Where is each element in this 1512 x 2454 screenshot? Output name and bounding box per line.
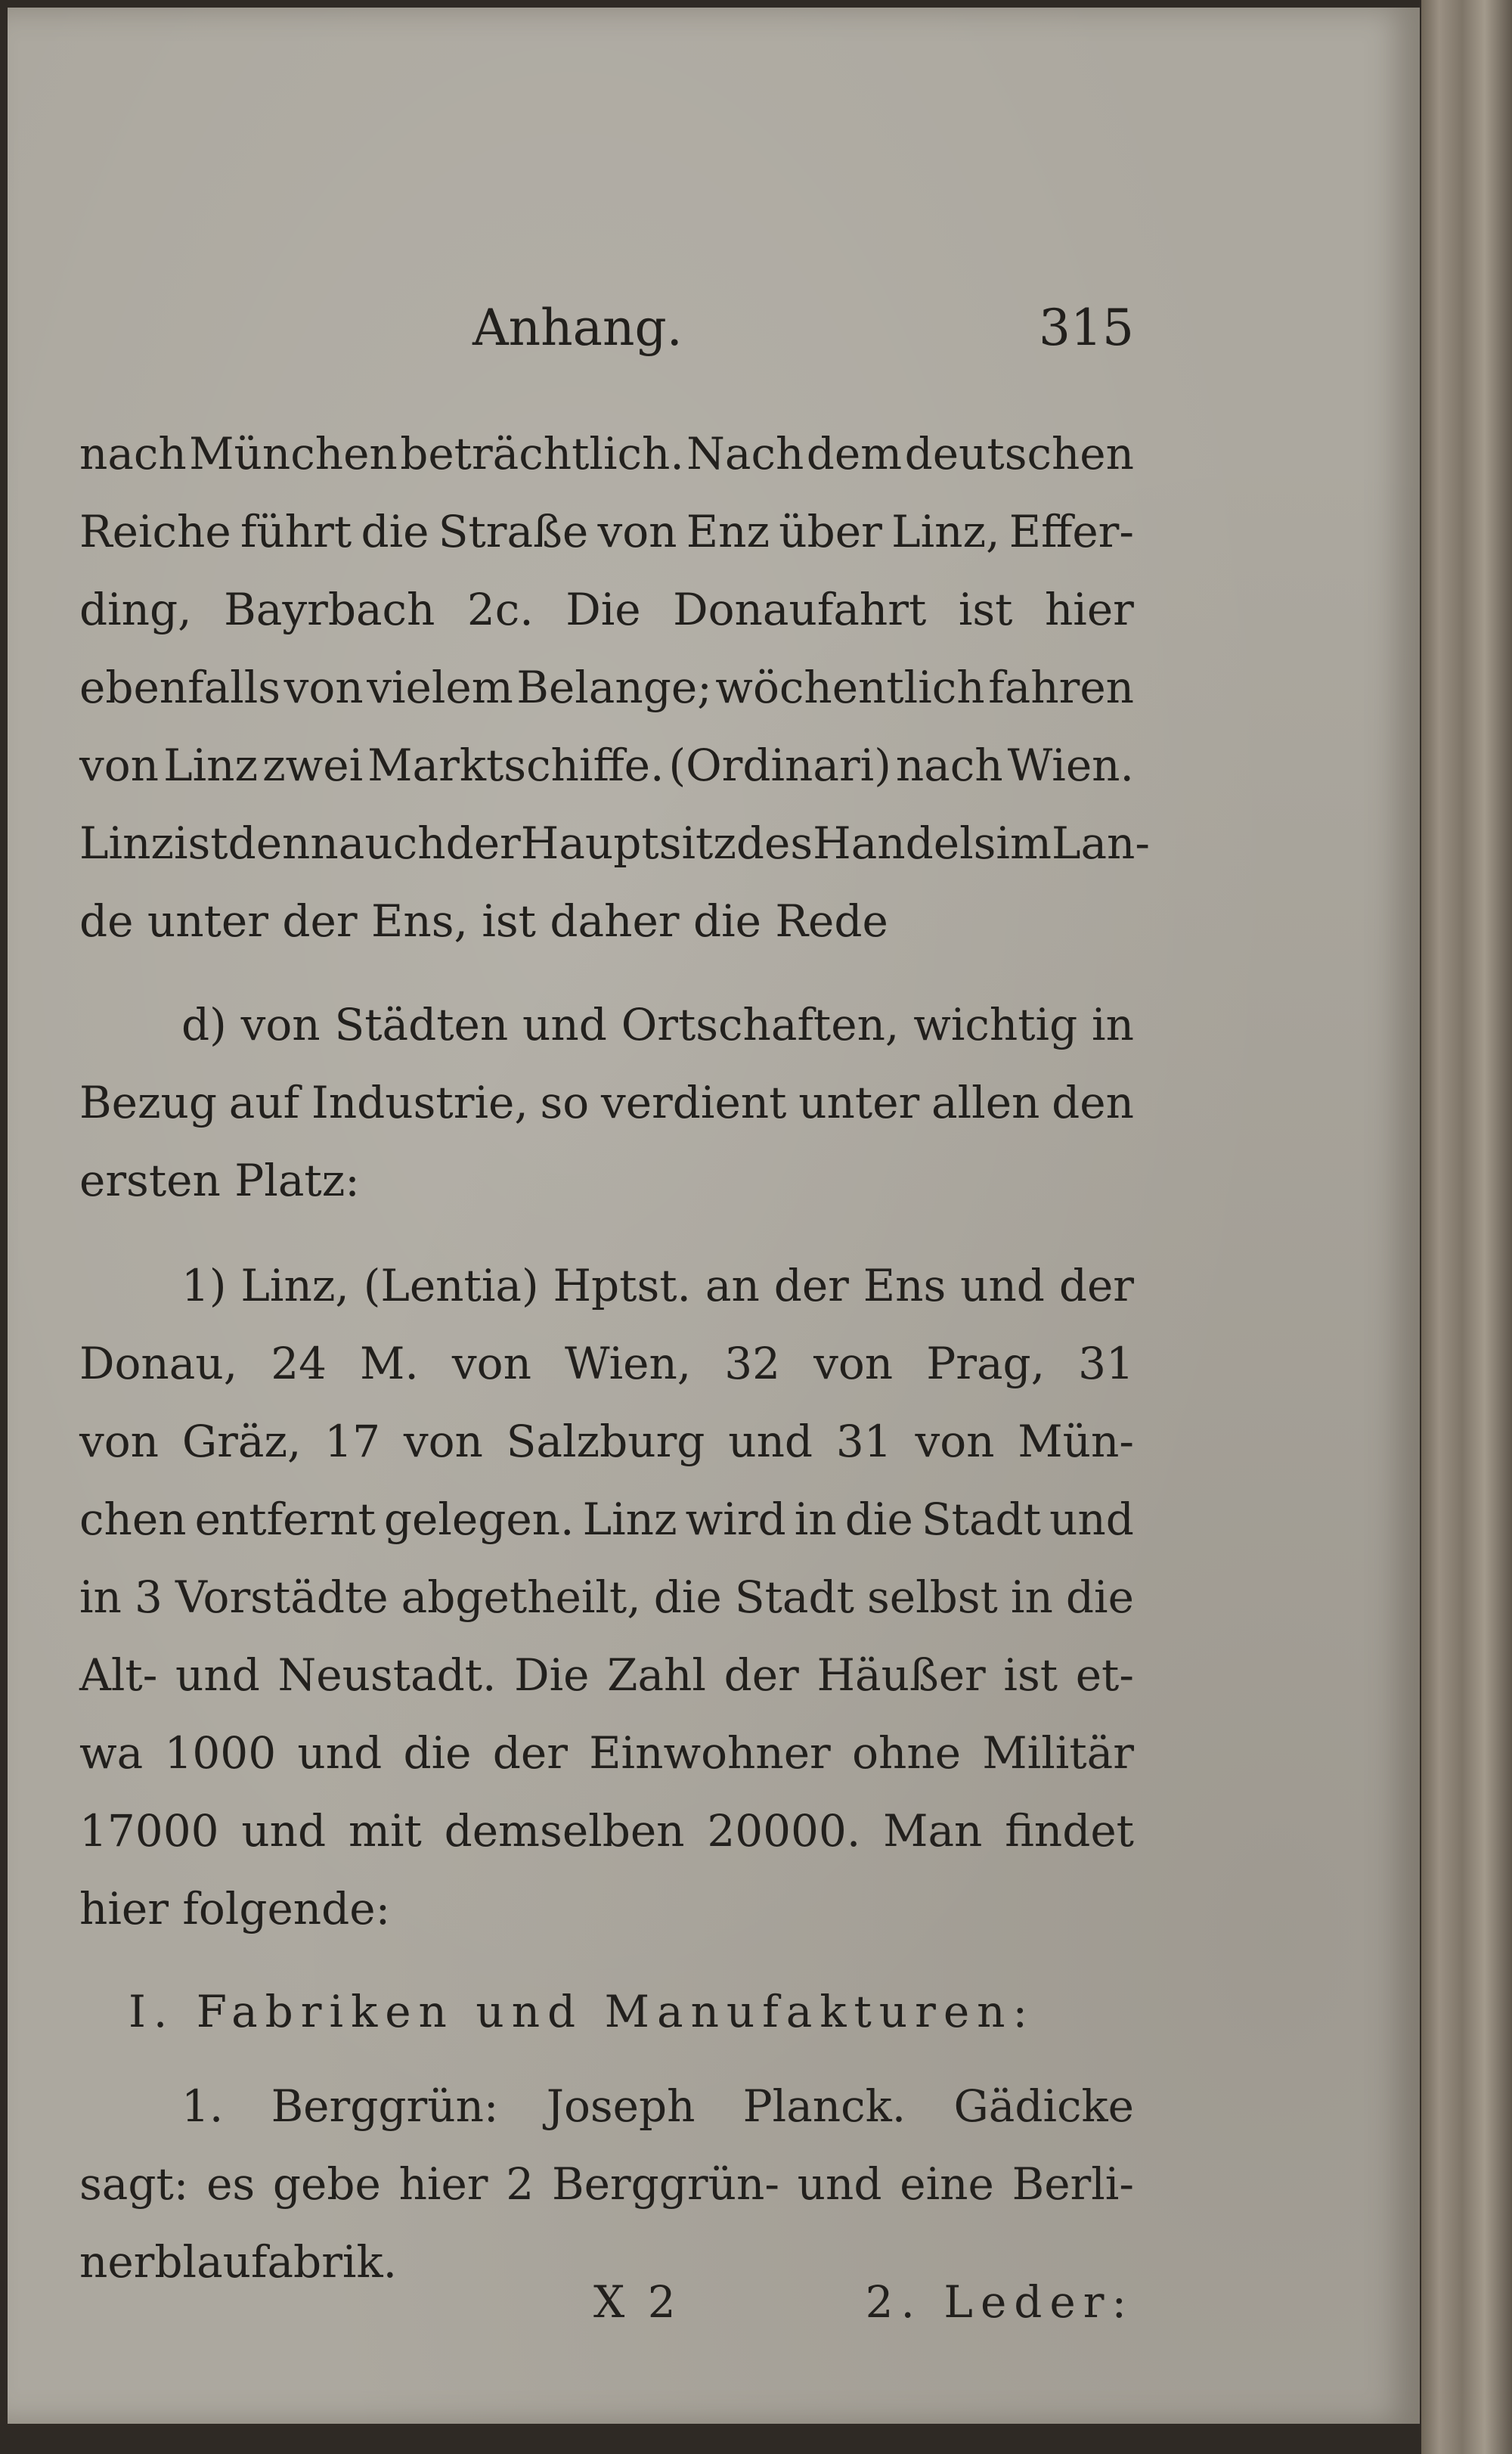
- section-heading: I. Fabriken und Manufakturen:: [129, 1986, 1036, 2037]
- word: abgetheilt,: [401, 1571, 641, 1623]
- word: Belange;: [516, 662, 712, 713]
- word: von: [79, 1416, 160, 1467]
- word: und: [175, 1649, 260, 1701]
- word: von: [79, 740, 160, 791]
- word: gelegen.: [383, 1494, 575, 1545]
- word: (Ordinari): [668, 740, 891, 791]
- text-line: nerblaufabrik.: [79, 2236, 398, 2288]
- word: von: [597, 506, 677, 557]
- word: dem: [806, 428, 903, 479]
- word: 20000.: [707, 1805, 861, 1857]
- word: Zahl: [607, 1649, 706, 1701]
- word: ist: [958, 584, 1013, 635]
- word: in: [1092, 999, 1134, 1050]
- word: 2c.: [466, 584, 534, 635]
- word: Wien.: [1007, 740, 1134, 791]
- word: wird: [685, 1494, 786, 1545]
- word: und: [797, 2158, 882, 2210]
- word: 1000: [164, 1727, 277, 1779]
- word: Nach: [686, 428, 804, 479]
- word: 17: [324, 1416, 381, 1467]
- text-line: [79, 1489, 1134, 1550]
- word: ebenfalls: [79, 662, 281, 713]
- word: Wien,: [564, 1338, 692, 1389]
- word: die: [1065, 1571, 1134, 1623]
- word: Bayrbach: [224, 584, 435, 635]
- word: führt: [240, 506, 352, 557]
- word: Bezug: [79, 1077, 217, 1128]
- word: Enz: [686, 506, 770, 557]
- page-edges: [1421, 0, 1512, 2454]
- word: deutschen: [904, 428, 1134, 479]
- word: 31: [835, 1416, 892, 1467]
- word: hier: [398, 2158, 488, 2210]
- page-header: [461, 299, 1134, 374]
- word: von: [240, 999, 321, 1050]
- text-line: [79, 1072, 1134, 1133]
- text-line: [79, 1411, 1134, 1472]
- word: und: [728, 1416, 813, 1467]
- word: es: [206, 2158, 256, 2210]
- text-line: [79, 2076, 1134, 2136]
- word: Stadt: [921, 1494, 1041, 1545]
- word: die: [403, 1727, 472, 1779]
- text-line: [79, 735, 1134, 796]
- word: 32: [724, 1338, 781, 1389]
- word: ist: [1003, 1649, 1058, 1701]
- word: Berli-: [1012, 2158, 1134, 2210]
- word: Linz: [582, 1494, 677, 1545]
- signature-mark: X 2: [593, 2276, 680, 2328]
- word: der: [723, 1649, 799, 1701]
- word: von: [284, 662, 364, 713]
- word: Straße: [438, 506, 589, 557]
- word: M.: [360, 1338, 419, 1389]
- word: Häußer: [816, 1649, 986, 1701]
- word: Reiche: [79, 506, 231, 557]
- text-line: de unter der Ens, ist daher die Rede: [79, 895, 888, 947]
- word: Stadt: [734, 1571, 854, 1623]
- word: Vorstädte: [175, 1571, 389, 1623]
- word: auch: [338, 817, 446, 869]
- word: Man: [883, 1805, 983, 1857]
- word: fahren: [988, 662, 1134, 713]
- word: 1.: [181, 2080, 224, 2132]
- word: entfernt: [194, 1494, 376, 1545]
- word: und: [241, 1805, 327, 1857]
- word: mit: [348, 1805, 422, 1857]
- word: in: [1010, 1571, 1053, 1623]
- running-title: Anhang.: [472, 299, 683, 357]
- word: die: [653, 1571, 722, 1623]
- word: beträchtlich.: [400, 428, 684, 479]
- word: d): [181, 999, 227, 1050]
- word: Planck.: [742, 2080, 906, 2132]
- text-line: [79, 1801, 1134, 1861]
- word: wöchentlich: [715, 662, 985, 713]
- word: vielem: [367, 662, 513, 713]
- word: Berggrün:: [271, 2080, 499, 2132]
- word: der: [1058, 1260, 1134, 1311]
- text-line: ersten Platz:: [79, 1155, 360, 1206]
- text-line: hier folgende:: [79, 1883, 391, 1934]
- word: Berggrün-: [551, 2158, 779, 2210]
- word: Prag,: [926, 1338, 1046, 1389]
- text-line: [79, 579, 1134, 640]
- text-line: [79, 1255, 1134, 1316]
- word: nach: [895, 740, 1003, 791]
- word: Linz: [79, 817, 174, 869]
- word: Donau,: [79, 1338, 238, 1389]
- word: ding,: [79, 584, 192, 635]
- word: Hptst.: [553, 1260, 691, 1311]
- word: und: [960, 1260, 1045, 1311]
- word: von: [451, 1338, 531, 1389]
- word: 1): [181, 1260, 227, 1311]
- word: denn: [228, 817, 339, 869]
- word: und: [1049, 1494, 1134, 1545]
- word: ohne: [852, 1727, 962, 1779]
- word: so: [540, 1077, 590, 1128]
- word: Industrie,: [311, 1077, 528, 1128]
- text-line: [79, 501, 1134, 562]
- word: Städten: [334, 999, 509, 1050]
- word: Linz: [163, 740, 259, 791]
- word: Mün-: [1018, 1416, 1134, 1467]
- word: unter: [798, 1077, 920, 1128]
- word: Linz,: [891, 506, 1000, 557]
- word: Salzburg: [506, 1416, 705, 1467]
- page-number: 315: [1039, 299, 1134, 357]
- word: Die: [565, 584, 641, 635]
- word: Effer-: [1009, 506, 1134, 557]
- word: Ens: [863, 1260, 947, 1311]
- word: nach: [79, 428, 187, 479]
- word: auf: [228, 1077, 300, 1128]
- word: Handels: [813, 817, 996, 869]
- text-line: [79, 1645, 1134, 1705]
- word: den: [1052, 1077, 1134, 1128]
- word: in: [794, 1494, 837, 1545]
- word: München: [189, 428, 398, 479]
- word: Militär: [982, 1727, 1134, 1779]
- word: chen: [79, 1494, 187, 1545]
- text-line: [79, 657, 1134, 718]
- catchword: 2. Leder:: [865, 2276, 1134, 2328]
- word: Gädicke: [953, 2080, 1134, 2132]
- word: (Lentia): [363, 1260, 539, 1311]
- book-page: [8, 8, 1420, 2424]
- text-line: [79, 994, 1134, 1055]
- word: im: [996, 817, 1052, 869]
- word: über: [779, 506, 882, 557]
- word: die: [844, 1494, 913, 1545]
- text-line: [79, 1723, 1134, 1783]
- word: der: [773, 1260, 849, 1311]
- word: Hauptsitz: [520, 817, 736, 869]
- word: Die: [514, 1649, 590, 1701]
- word: 2: [506, 2158, 534, 2210]
- word: Lan-: [1051, 817, 1150, 869]
- word: hier: [1044, 584, 1134, 635]
- page-footer: [79, 2276, 1134, 2344]
- text-line: [79, 1333, 1134, 1394]
- word: Marktschiffe.: [367, 740, 665, 791]
- word: Einwohner: [589, 1727, 831, 1779]
- word: der: [492, 1727, 568, 1779]
- word: an: [705, 1260, 760, 1311]
- word: eine: [900, 2158, 994, 2210]
- word: 24: [271, 1338, 327, 1389]
- word: gebe: [272, 2158, 381, 2210]
- text-line: [79, 1567, 1134, 1627]
- word: Joseph: [546, 2080, 696, 2132]
- word: des: [736, 817, 813, 869]
- word: 31: [1078, 1338, 1134, 1389]
- word: wa: [79, 1727, 144, 1779]
- word: Ortschaften,: [621, 999, 900, 1050]
- word: von: [915, 1416, 995, 1467]
- word: ist: [173, 817, 228, 869]
- word: und: [522, 999, 607, 1050]
- text-line: [79, 813, 1150, 873]
- word: selbst: [866, 1571, 998, 1623]
- word: Linz,: [240, 1260, 349, 1311]
- word: Gräz,: [181, 1416, 302, 1467]
- word: die: [361, 506, 429, 557]
- word: Neustadt.: [277, 1649, 497, 1701]
- word: findet: [1005, 1805, 1134, 1857]
- word: von: [403, 1416, 483, 1467]
- word: von: [813, 1338, 894, 1389]
- word: et-: [1075, 1649, 1134, 1701]
- word: demselben: [444, 1805, 685, 1857]
- word: 3: [134, 1571, 163, 1623]
- word: wichtig: [913, 999, 1078, 1050]
- word: allen: [931, 1077, 1040, 1128]
- word: verdient: [600, 1077, 787, 1128]
- text-line: [79, 423, 1134, 484]
- word: der: [445, 817, 521, 869]
- word: zwei: [262, 740, 364, 791]
- word: Donaufahrt: [673, 584, 927, 635]
- word: Alt-: [79, 1649, 158, 1701]
- text-line: [79, 2154, 1134, 2214]
- word: und: [297, 1727, 383, 1779]
- word: 17000: [79, 1805, 219, 1857]
- word: in: [79, 1571, 122, 1623]
- word: sagt:: [79, 2158, 189, 2210]
